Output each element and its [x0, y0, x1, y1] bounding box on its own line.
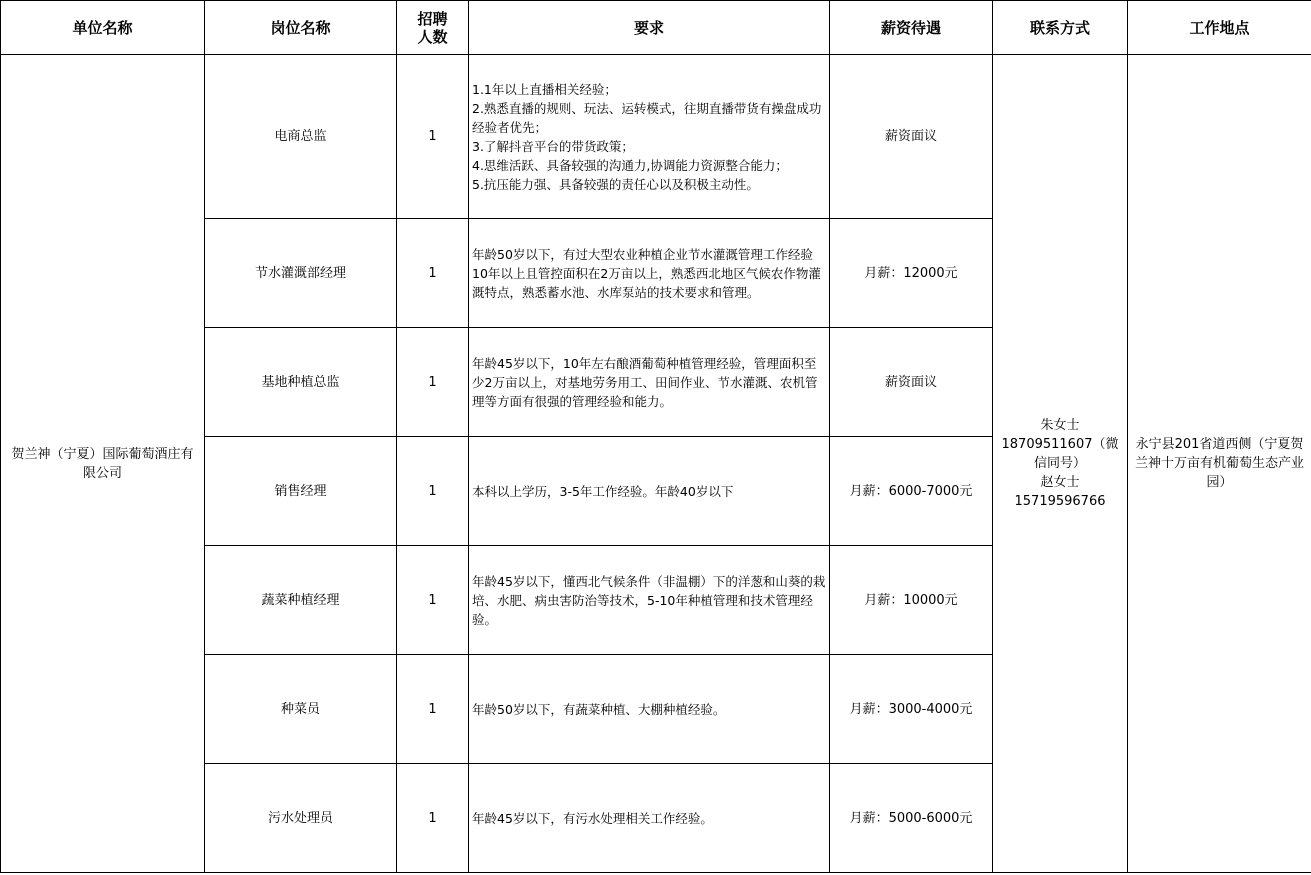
position-count: 1	[397, 55, 469, 219]
requirement-line: 5.抗压能力强、具备较强的责任心以及积极主动性。	[472, 176, 759, 192]
contact-name-1: 朱女士	[1040, 418, 1080, 433]
header-salary: 薪资待遇	[830, 1, 993, 55]
header-location: 工作地点	[1128, 1, 1311, 55]
position-salary: 月薪：12000元	[830, 219, 993, 328]
position-name: 电商总监	[205, 55, 397, 219]
position-requirements	[469, 328, 830, 437]
header-contact: 联系方式	[993, 1, 1128, 55]
work-location: 永宁县201省道西侧（宁夏贺兰神十万亩有机葡萄生态产业园）	[1128, 55, 1311, 873]
requirement-line: 年龄45岁以下，有污水处理相关工作经验。	[472, 810, 713, 826]
position-salary: 薪资面议	[830, 328, 993, 437]
contact-name-2: 赵女士	[1040, 475, 1080, 490]
position-name: 基地种植总监	[205, 328, 397, 437]
requirement-line: 本科以上学历，3-5年工作经验。年龄40岁以下	[472, 483, 734, 499]
header-position: 岗位名称	[205, 1, 397, 55]
position-salary: 月薪：3000-4000元	[830, 655, 993, 764]
requirement-line: 1.1年以上直播相关经验；	[472, 81, 617, 97]
table-row	[1, 55, 1311, 219]
position-count: 1	[397, 546, 469, 655]
requirement-line: 4.思维活跃、具备较强的沟通力,协调能力资源整合能力；	[472, 157, 788, 173]
position-name: 节水灌溉部经理	[205, 219, 397, 328]
position-requirements	[469, 764, 830, 873]
requirement-line: 3.了解抖音平台的带货政策；	[472, 138, 634, 154]
requirement-line: 年龄45岁以下，懂西北气候条件（非温棚）下的洋葱和山葵的栽培、水肥、病虫害防治等技术，5-10年种植管理和技术管理经验。	[472, 573, 826, 627]
header-row	[1, 1, 1311, 55]
position-name: 种菜员	[205, 655, 397, 764]
position-requirements	[469, 655, 830, 764]
position-name: 污水处理员	[205, 764, 397, 873]
position-count: 1	[397, 328, 469, 437]
company-name: 贺兰神（宁夏）国际葡萄酒庄有限公司	[1, 55, 205, 873]
position-salary: 月薪：10000元	[830, 546, 993, 655]
header-requirements: 要求	[469, 1, 830, 55]
requirement-line: 年龄50岁以下，有过大型农业种植企业节水灌溉管理工作经验10年以上且管控面积在2万亩以上，熟悉西北地区气候农作物灌溉特点，熟悉蓄水池、水库泵站的技术要求和管理。	[472, 246, 821, 300]
position-requirements	[469, 546, 830, 655]
position-salary: 月薪：5000-6000元	[830, 764, 993, 873]
header-count-line1: 招聘	[417, 9, 448, 28]
position-requirements	[469, 437, 830, 546]
requirement-line: 2.熟悉直播的规则、玩法、运转模式，往期直播带货有操盘成功经验者优先；	[472, 100, 822, 135]
position-count: 1	[397, 437, 469, 546]
header-count	[397, 1, 469, 55]
position-requirements	[469, 219, 830, 328]
position-name: 蔬菜种植经理	[205, 546, 397, 655]
contact-phone-2: 15719596766	[1014, 494, 1106, 509]
position-name: 销售经理	[205, 437, 397, 546]
header-count-line2: 人数	[417, 27, 448, 46]
contact-info	[993, 55, 1128, 873]
position-count: 1	[397, 655, 469, 764]
position-salary: 月薪：6000-7000元	[830, 437, 993, 546]
requirement-line: 年龄50岁以下，有蔬菜种植、大棚种植经验。	[472, 701, 726, 717]
position-requirements	[469, 55, 830, 219]
position-salary: 薪资面议	[830, 55, 993, 219]
contact-phone-1: 18709511607（微信同号）	[1001, 437, 1119, 471]
requirement-line: 年龄45岁以下，10年左右酿酒葡萄种植管理经验，管理面积至少2万亩以上，对基地劳务用工、田间作业、节水灌溉、农机管理等方面有很强的管理经验和能力。	[472, 355, 818, 409]
header-company: 单位名称	[1, 1, 205, 55]
position-count: 1	[397, 219, 469, 328]
position-count: 1	[397, 764, 469, 873]
